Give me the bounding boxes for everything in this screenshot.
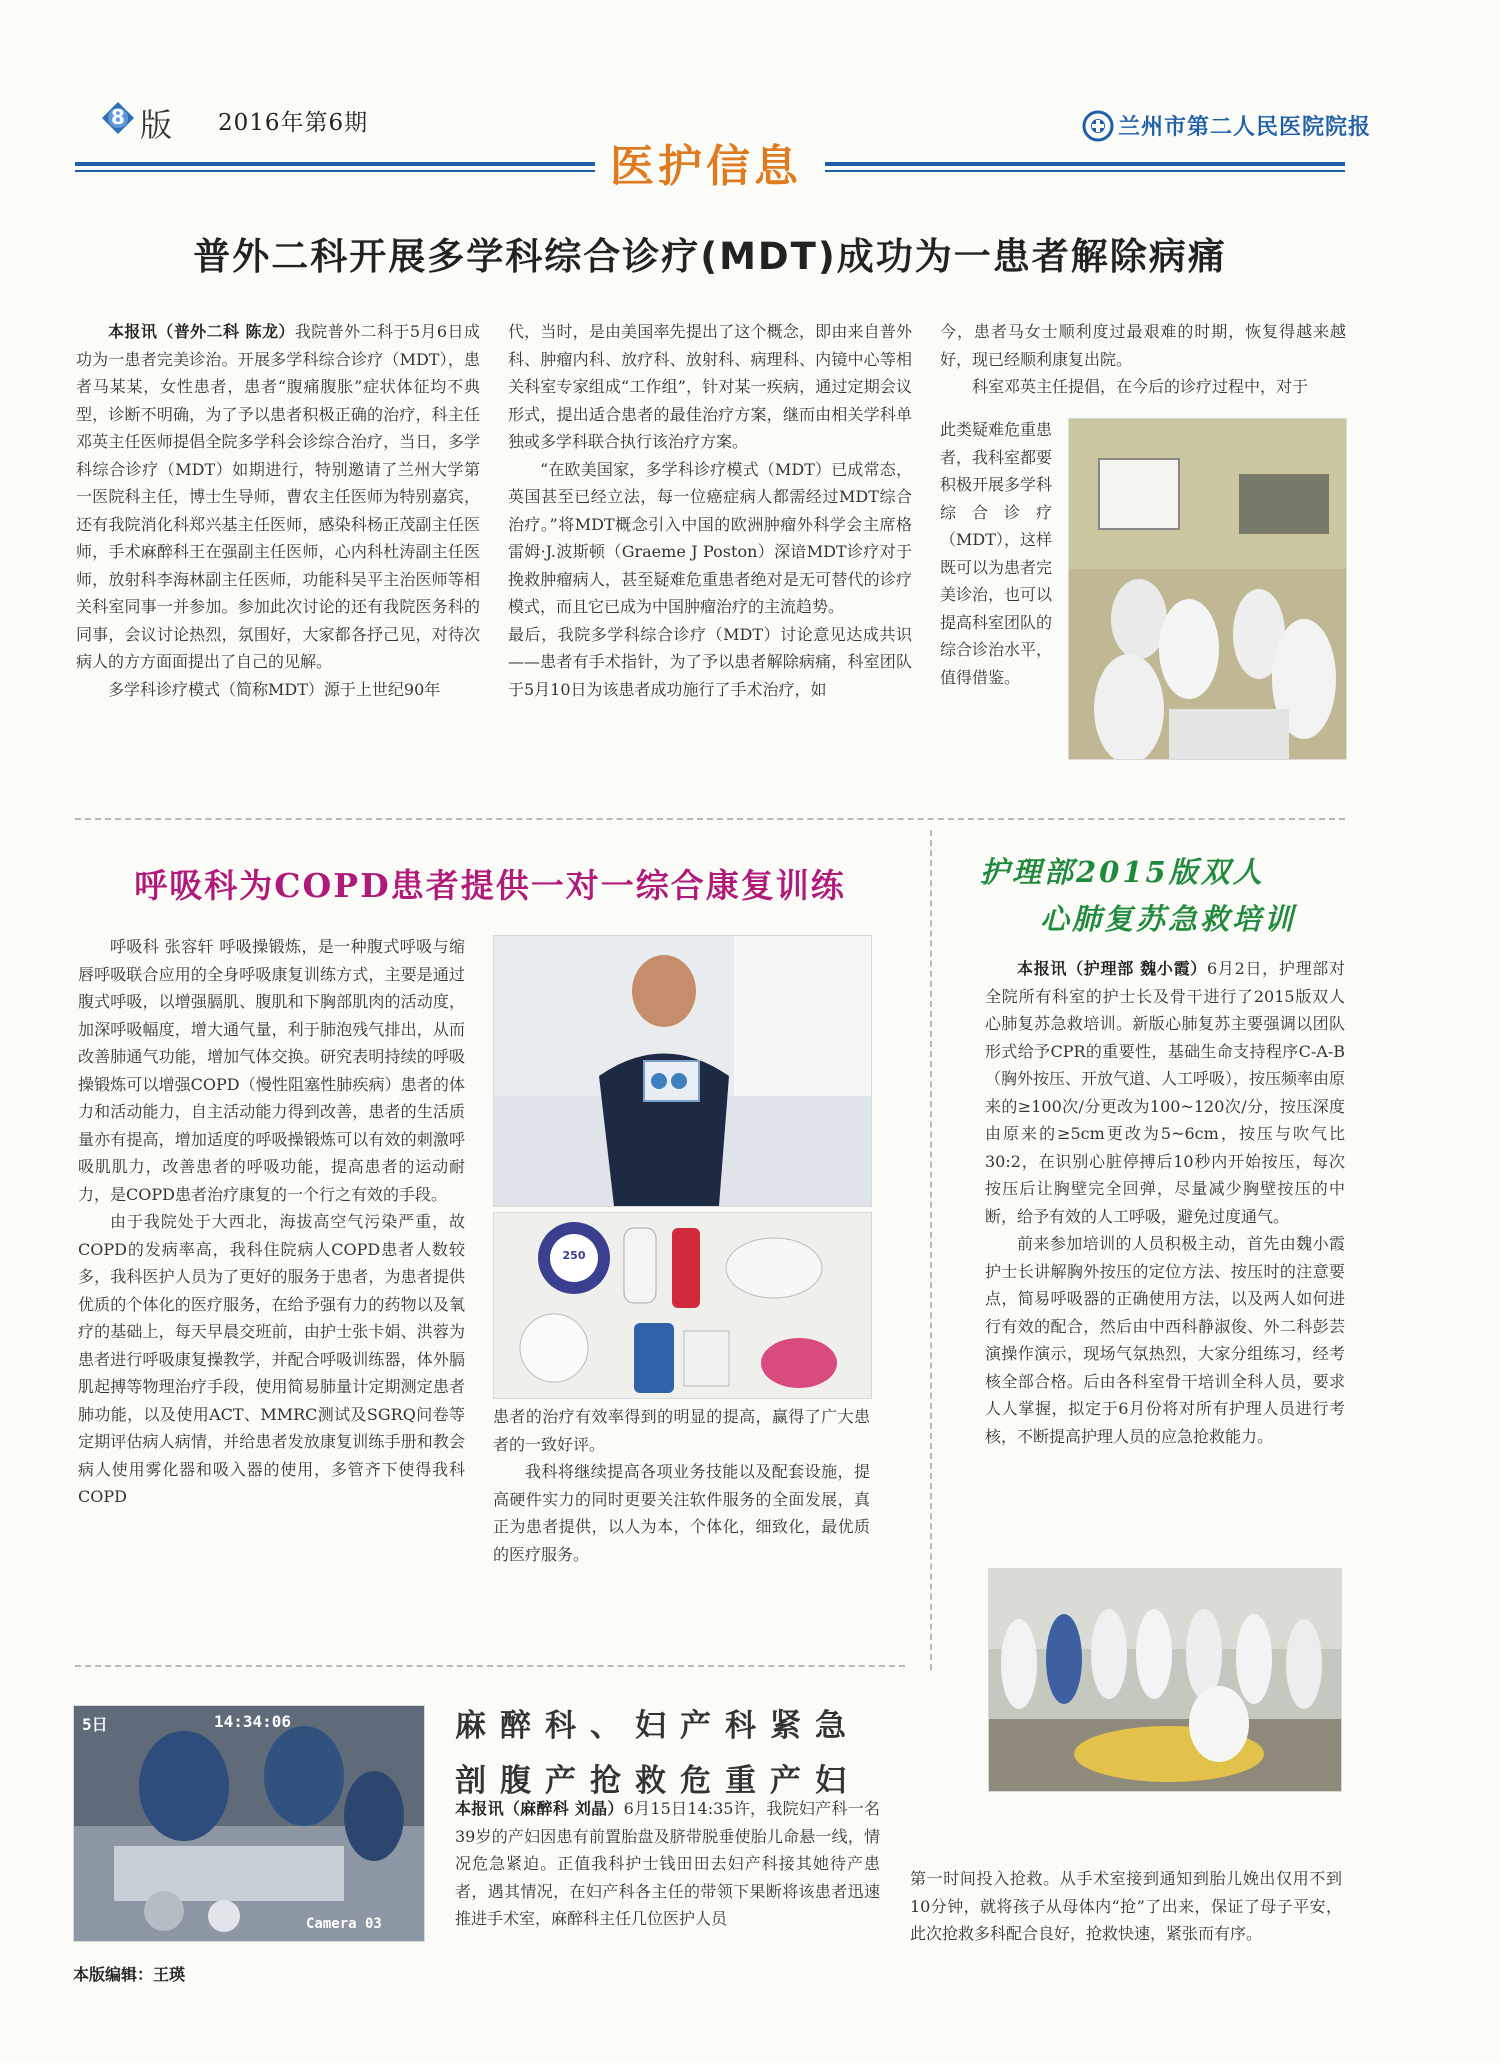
emergency-headline — [455, 1700, 905, 1800]
mdt-paragraph-3: 代，当时，是由美国率先提出了这个概念，即由来自普外科、肿瘤内科、放疗科、放射科、病理科、内镜中心等相关科室专家组成“工作组”，针对某一疾病，通过定期会议形式，提出适合患者的最佳治疗方案，继而由相关学科单独或多学科联合执行该治疗方案。 — [508, 322, 912, 451]
mdt-column-3-side — [940, 416, 1052, 691]
copd-headline: 呼吸科为COPD患者提供一对一综合康复训练 — [134, 866, 846, 905]
cpr-headline-line-1: 护理部2015版双人 — [980, 855, 1265, 889]
copd-column-1 — [78, 933, 465, 1511]
page-number-badge — [100, 100, 136, 136]
cpr-paragraph-1: 本报讯（护理部 魏小霞）6月2日，护理部对全院所有科室的护士长及骨干进行了2015版双人心肺复苏急救培训。新版心肺复苏主要强调以团队形式给予CPR的重要性，基础生命支持程序C-A-B（胸外按压、开放气道、人工呼吸），按压频率由原来的≥100次/分更改为100~120次/分，按压深度由原来的≥5cm更改为5~6cm，按压与吹气比30:2，在识别心脏停搏后10秒内开始按压，每次按压后让胸壁完全回弹，尽量减少胸壁按压的中断，给予有效的人工呼吸，避免过度通气。 — [985, 959, 1346, 1226]
copd-paragraph-2: 由于我院处于大西北，海拔高空气污染严重，故COPD的发病率高，我科住院病人COPD患者人数较多，我科医护人员为了更好的服务于患者，为患者提供优质的个体化的医疗服务，在给予强有力的药物以及氧疗的基础上，每天早晨交班前，由护士张卡娟、洪蓉为患者进行呼吸康复操教学，并配合呼吸训练器，体外膈肌起搏等物理治疗手段，使用简易肺量计定期测定患者肺功能，以及使用ACT、MMRC测试及SGRQ问卷等定期评估病人病情，并给患者发放康复训练手册和教会病人使用雾化器和吸入器的使用，多管齐下使得我科COPD — [78, 1212, 465, 1506]
mdt-column-1 — [76, 318, 480, 703]
mdt-paragraph-4: “在欧美国家，多学科诊疗模式（MDT）已成常态，英国甚至已经立法，每一位癌症病人都需经过MDT综合治疗。”将MDT概念引入中国的欧洲肿瘤外科学会主席格雷姆·J.波斯顿（Graeme J Poston）深谙MDT诊疗对于挽救肿瘤病人，甚至疑难危重患者绝对是无可替代的诊疗模式，而且它已成为中国肿瘤治疗的主流趋势。 — [508, 459, 912, 616]
mdt-meeting-photo — [1068, 418, 1347, 760]
mdt-paragraph-5: 最后，我院多学科综合诊疗（MDT）讨论意见达成共识——患者有手术指针，为了予以患者解除病痛，科室团队于5月10日为该患者成功施行了手术治疗，如 — [508, 624, 912, 699]
newspaper-logo — [1082, 110, 1114, 142]
copd-bottom-divider — [75, 1665, 905, 1667]
header-rule-left — [75, 162, 595, 166]
mdt-paragraph-1: 本报讯（普外二科 陈龙）我院普外二科于5月6日成功为一患者完美诊治。开展多学科综合诊疗（MDT），患者马某某，女性患者，患者“腹痛腹胀”症状体征均不典型，诊断不明确，为了予以患者积极正确的治疗，科主任邓英主任医师提倡全院多学科会诊综合治疗，当日，多学科综合诊疗（MDT）如期进行，特别邀请了兰州大学第一医院科主任，博士生导师，曹农主任医师为特别嘉宾，还有我院消化科郑兴基主任医师，感染科杨正茂副主任医师，手术麻醉科王在强副主任医师，心内科杜涛副主任医师，放射科李海林副主任医师，功能科吴平主治医师等相关科室同事一并参加。参加此次讨论的还有我院医务科的同事，会议讨论热烈，氛围好，大家都各抒己见，对待次病人的方方面面提出了自己的见解。 — [76, 322, 480, 671]
cpr-paragraph-2: 前来参加培训的人员积极主动，首先由魏小霞护士长讲解胸外按压的定位方法、按压时的注意要点，简易呼吸器的正确使用方法，以及两人如何进行有效的配合，然后由中西科静淑俊、外二科彭芸演操作演示，现场气氛热烈，大家分组练习，经考核全部合格。后由各科室骨干培训全科人员，要求人人掌握，拟定于6月份将对所有护理人员进行考核，不断提高护理人员的应急抢救能力。 — [985, 1234, 1345, 1446]
emergency-continuation — [910, 1865, 1342, 1948]
mdt-paragraph-2: 多学科诊疗模式（简称MDT）源于上世纪90年 — [108, 679, 441, 699]
emergency-headline-line-1: 麻醉科、妇产科紧急 — [455, 1708, 860, 1744]
header-rule-right — [825, 162, 1345, 166]
mdt-paragraph-7: 科室邓英主任提倡，在今后的诊疗过程中，对于 — [972, 377, 1309, 396]
copd-paragraph-1: 呼吸科 张容轩 呼吸操锻炼，是一种腹式呼吸与缩唇呼吸联合应用的全身呼吸康复训练方式，主要是通过腹式呼吸，以增强膈肌、腹肌和下胸部肌肉的活动度，加深呼吸幅度，增大通气量，利于肺泡残气排出，从而改善肺通气功能，增加气体交换。研究表明持续的呼吸操锻炼可以增强COPD（慢性阻塞性肺疾病）患者的体力和活动能力，自主活动能力得到改善，患者的生活质量亦有提高，增加适度的呼吸操锻炼可以有效的刺激呼吸肌肌力，改善患者的呼吸功能，提高患者的运动耐力，是COPD患者治疗康复的一个行之有效的手段。 — [78, 937, 465, 1204]
column-divider — [930, 830, 932, 1670]
emergency-headline-line-2: 剖腹产抢救危重产妇 — [455, 1763, 860, 1799]
header-rule-right-thin — [825, 170, 1345, 172]
copd-devices-photo — [493, 1212, 872, 1399]
page-label: 版 — [140, 106, 173, 144]
newspaper-name: 兰州市第二人民医院院报 — [1118, 115, 1372, 140]
surgery-camera-photo — [73, 1705, 425, 1942]
emergency-body — [455, 1795, 880, 1933]
copd-paragraph-3: 患者的治疗有效率得到的明显的提高，赢得了广大患者的一致好评。 — [493, 1407, 870, 1454]
page-number: 8 — [111, 105, 125, 129]
cpr-body — [985, 955, 1345, 1450]
camera-label: Camera 03 — [306, 1916, 382, 1932]
mdt-headline: 普外二科开展多学科综合诊疗(MDT)成功为一患者解除病痛 — [193, 235, 1227, 278]
camera-date: 5日 — [82, 1715, 108, 1734]
section-title: 医护信息 — [610, 141, 802, 192]
header-rule-left-thin — [75, 170, 595, 172]
emergency-paragraph-2: 第一时间投入抢救。从手术室接到通知到胎儿娩出仅用不到10分钟，就将孩子从母体内“抢”了出来，保证了母子平安，此次抢救多科配合良好，抢救快速，紧张而有序。 — [910, 1869, 1342, 1943]
inhaler-label: 250 — [562, 1249, 586, 1262]
hospital-emblem-icon — [1082, 110, 1114, 142]
mdt-column-2 — [508, 318, 912, 703]
section-divider — [75, 818, 1345, 820]
copd-column-2 — [493, 1403, 870, 1568]
mdt-paragraph-6: 今，患者马女士顺利度过最艰难的时期，恢复得越来越好，现已经顺利康复出院。 — [940, 322, 1346, 369]
cpr-training-photo — [988, 1568, 1342, 1792]
cpr-headline-line-2: 心肺复苏急救培训 — [1040, 902, 1297, 936]
camera-time: 14:34:06 — [214, 1712, 292, 1731]
issue-label: 2016年第6期 — [218, 110, 369, 136]
copd-patient-photo — [493, 935, 872, 1207]
page-editor: 本版编辑：王瑛 — [73, 1965, 186, 1984]
emergency-paragraph-1: 本报讯（麻醉科 刘晶）6月15日14:35许，我院妇产科一名39岁的产妇因患有前置胎盘及脐带脱垂使胎儿命悬一线，情况危急紧迫。正值我科护士钱田田去妇产科接其她待产患者，遇其情况，在妇产科各主任的带领下果断将该患者迅速推进手术室，麻醉科主任几位医护人员 — [455, 1799, 880, 1928]
cpr-headline — [980, 850, 1345, 938]
mdt-paragraph-8: 此类疑难危重患者，我科室都要积极开展多学科综合诊疗（MDT），这样既可以为患者完美诊治，也可以提高科室团队的综合诊治水平，值得借鉴。 — [940, 420, 1053, 687]
mdt-column-3-top — [940, 318, 1346, 401]
copd-paragraph-4: 我科将继续提高各项业务技能以及配套设施，提高硬件实力的同时更要关注软件服务的全面发展，真正为患者提供，以人为本，个体化，细致化，最优质的医疗服务。 — [493, 1462, 870, 1564]
